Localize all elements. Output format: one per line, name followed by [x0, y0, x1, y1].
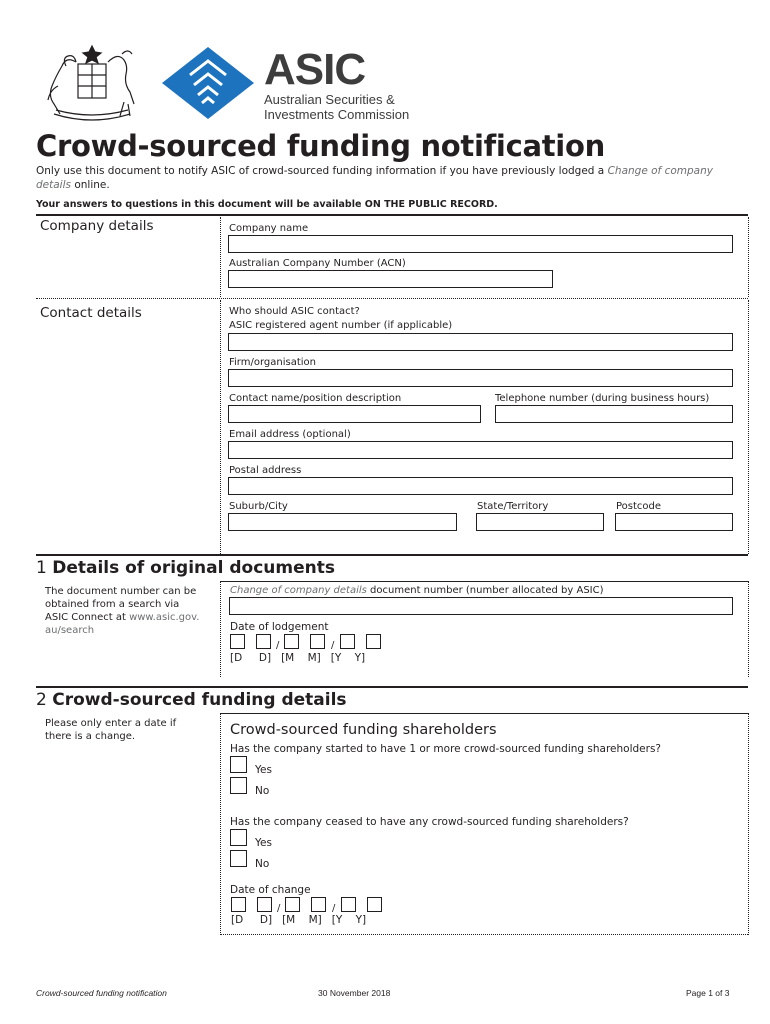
asic-sub-line-1: Australian Securities &	[264, 92, 395, 107]
date-day-1-box[interactable]	[230, 634, 245, 649]
page-title: Crowd-sourced funding notification	[36, 129, 605, 163]
divider	[36, 686, 748, 688]
change-day-2-box[interactable]	[257, 897, 272, 912]
postal-address-label: Postal address	[229, 465, 302, 476]
date-of-lodgement-label: Date of lodgement	[230, 621, 329, 633]
note-text: ASIC Connect at	[45, 612, 130, 623]
section-1-number: 1	[36, 558, 47, 578]
telephone-field[interactable]	[495, 405, 733, 423]
document-number-label	[230, 585, 604, 596]
date-format-hint: [D D] [M M] [Y Y]	[230, 652, 366, 664]
date-separator: /	[277, 903, 281, 914]
change-year-1-box[interactable]	[341, 897, 356, 912]
change-month-1-box[interactable]	[285, 897, 300, 912]
email-field[interactable]	[228, 441, 733, 459]
postcode-field[interactable]	[615, 513, 733, 531]
divider	[220, 713, 748, 714]
section-1-note	[45, 585, 199, 637]
company-name-field[interactable]	[228, 235, 733, 253]
divider	[220, 934, 748, 935]
column-divider	[220, 217, 221, 297]
column-divider	[748, 217, 749, 297]
firm-field[interactable]	[228, 369, 733, 387]
section-1-heading	[36, 557, 335, 579]
note-line: there is a change.	[45, 731, 136, 742]
date-day-2-box[interactable]	[256, 634, 271, 649]
column-divider	[748, 713, 749, 935]
contact-name-label: Contact name/position description	[229, 393, 402, 404]
q2-no-checkbox[interactable]	[230, 850, 247, 867]
q2-yes-label: Yes	[255, 837, 272, 849]
contact-name-field[interactable]	[228, 405, 481, 423]
section-2-heading	[36, 689, 347, 711]
intro-text-start: Only use this document to notify ASIC of crowd-sourced funding information if you have previously lodged a	[36, 165, 608, 177]
note-line: The document number can be	[45, 586, 197, 597]
question-started-shareholders: Has the company started to have 1 or more crowd-sourced funding shareholders?	[230, 743, 661, 755]
q1-no-label: No	[255, 785, 270, 797]
document-number-text: document number (number allocated by ASIC)	[366, 585, 604, 596]
state-field[interactable]	[476, 513, 604, 531]
contact-details-heading: Contact details	[40, 305, 142, 321]
date-format-hint: [D D] [M M] [Y Y]	[231, 914, 367, 926]
intro-text-end: online.	[70, 179, 110, 191]
date-separator: /	[331, 640, 335, 651]
firm-label: Firm/organisation	[229, 357, 316, 368]
question-ceased-shareholders: Has the company ceased to have any crowd-sourced funding shareholders?	[230, 816, 629, 828]
date-separator: /	[276, 640, 280, 651]
footer-page-number: Page 1 of 3	[686, 988, 730, 998]
divider	[36, 214, 748, 216]
date-year-1-box[interactable]	[340, 634, 355, 649]
suburb-label: Suburb/City	[229, 501, 288, 512]
section-2-title: Crowd-sourced funding details	[52, 690, 347, 710]
agent-number-label: ASIC registered agent number (if applicable)	[229, 320, 453, 331]
date-month-1-box[interactable]	[284, 634, 299, 649]
suburb-field[interactable]	[228, 513, 457, 531]
q1-no-checkbox[interactable]	[230, 777, 247, 794]
section-1-title: Details of original documents	[52, 558, 335, 578]
q2-yes-checkbox[interactable]	[230, 829, 247, 846]
date-month-2-box[interactable]	[310, 634, 325, 649]
date-separator: /	[332, 903, 336, 914]
note-line: Please only enter a date if	[45, 718, 177, 729]
column-divider	[220, 300, 221, 554]
note-line	[45, 611, 199, 624]
asic-connect-link-cont[interactable]: au/search	[45, 625, 95, 636]
q1-yes-checkbox[interactable]	[230, 756, 247, 773]
column-divider	[220, 713, 221, 935]
note-line: obtained from a search via	[45, 599, 180, 610]
column-divider	[748, 581, 749, 677]
email-label: Email address (optional)	[229, 429, 351, 440]
date-of-change-label: Date of change	[230, 884, 311, 896]
shareholders-subheading: Crowd-sourced funding shareholders	[230, 722, 497, 738]
intro-text	[36, 164, 736, 192]
agent-number-field[interactable]	[228, 333, 733, 351]
asic-diamond-logo-icon	[160, 45, 256, 121]
asic-sub-line-2: Investments Commission	[264, 107, 410, 122]
change-day-1-box[interactable]	[231, 897, 246, 912]
telephone-label: Telephone number (during business hours)	[495, 393, 710, 404]
column-divider	[748, 300, 749, 554]
change-year-2-box[interactable]	[367, 897, 382, 912]
q2-no-label: No	[255, 858, 270, 870]
section-2-note	[45, 717, 176, 743]
document-number-field[interactable]	[229, 597, 733, 615]
company-details-heading: Company details	[40, 218, 154, 234]
asic-wordmark: ASIC	[264, 45, 366, 94]
acn-label: Australian Company Number (ACN)	[229, 258, 406, 269]
divider	[36, 554, 748, 556]
divider	[36, 298, 748, 299]
q1-yes-label: Yes	[255, 764, 272, 776]
postal-address-field[interactable]	[228, 477, 733, 495]
footer-form-name: Crowd-sourced funding notification	[36, 988, 167, 998]
asic-full-name	[264, 92, 409, 122]
who-should-asic-contact-label: Who should ASIC contact?	[229, 306, 360, 317]
postcode-label: Postcode	[616, 501, 662, 512]
state-label: State/Territory	[477, 501, 549, 512]
column-divider	[220, 581, 221, 677]
change-month-2-box[interactable]	[311, 897, 326, 912]
asic-connect-link[interactable]: www.asic.gov.	[129, 612, 200, 623]
date-year-2-box[interactable]	[366, 634, 381, 649]
change-of-company-details-ref: Change of company details	[230, 585, 367, 596]
section-2-number: 2	[36, 690, 47, 710]
divider	[220, 581, 748, 582]
change-of-company-details-link[interactable]: Change of company details	[36, 165, 713, 191]
footer-date: 30 November 2018	[318, 988, 391, 998]
coat-of-arms-icon	[36, 42, 148, 126]
acn-field[interactable]	[228, 270, 553, 288]
company-name-label: Company name	[229, 223, 309, 234]
public-record-notice: Your answers to questions in this document will be available ON THE PUBLIC RECORD.	[36, 199, 498, 210]
